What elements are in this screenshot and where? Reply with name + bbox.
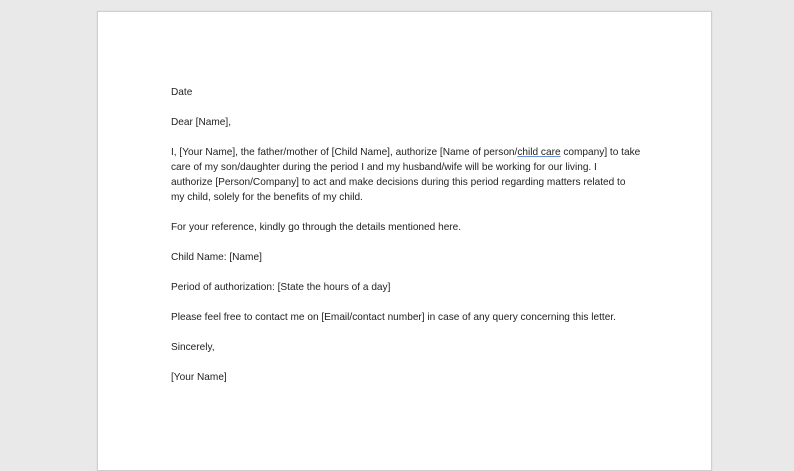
letter-content — [171, 85, 641, 385]
authorization-paragraph-part-1: I, [Your Name], the father/mother of [Child Name], authorize [Name of person/ — [171, 147, 518, 158]
closing-line: Sincerely, — [171, 342, 215, 353]
contact-line: Please feel free to contact me on [Email/contact number] in case of any query concerning this letter. — [171, 312, 616, 323]
salutation-line: Dear [Name], — [171, 117, 232, 128]
spelling-highlight: child care — [517, 147, 561, 158]
signature-line: [Your Name] — [171, 372, 227, 383]
reference-paragraph: For your reference, kindly go through the details mentioned here. — [171, 222, 462, 233]
child-name-line: Child Name: [Name] — [171, 252, 262, 263]
authorization-paragraph — [171, 145, 641, 205]
authorization-paragraph-part-2: company] to take care of my son/daughter during the period I and my husband/wife will be working for our living. I authorize [Person/Company] to act and make decisions during this period regarding matters related to my child, solely for the benefits of my child. — [171, 147, 641, 203]
date-line: Date — [171, 87, 193, 98]
document-page — [97, 11, 712, 471]
authorization-period-line: Period of authorization: [State the hours of a day] — [171, 282, 391, 293]
